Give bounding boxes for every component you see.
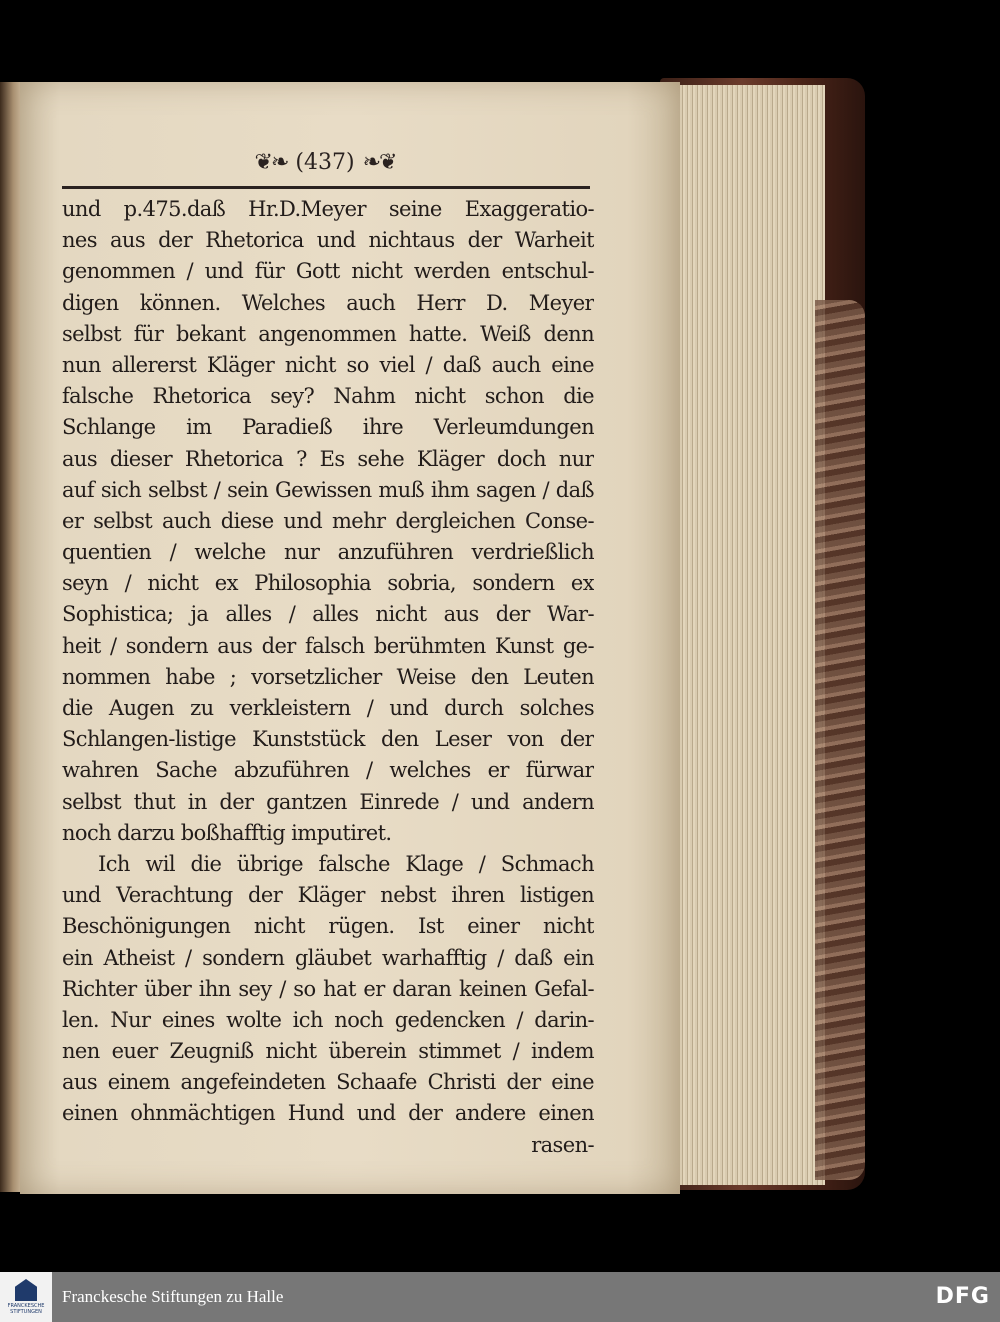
text-line: ein Atheist / sondern gläubet warhafftig / daß ein xyxy=(62,945,594,970)
logo-text: FRANCKESCHE STIFTUNGEN xyxy=(7,1303,45,1315)
ornament-left-icon: ❦❧ xyxy=(254,149,288,175)
text-line: nen euer Zeugniß nicht überein stimmet / indem xyxy=(62,1039,594,1064)
text-line: aus dieser Rhetorica ? Es sehe Kläger doch nur xyxy=(62,446,594,471)
catchword: rasen- xyxy=(531,1132,594,1157)
text-line: die Augen zu verkleistern / und durch solches xyxy=(62,696,594,720)
book-page xyxy=(20,82,680,1194)
text-line: nommen habe ; vorsetzlicher Weise den Leuten xyxy=(62,664,594,689)
text-line: Schlangen-listige Kunststück den Leser von der xyxy=(62,727,594,752)
body-text xyxy=(62,194,594,1161)
text-line: selbst thut in der gantzen Einrede / und andern xyxy=(62,789,594,814)
text-line: noch darzu boßhafftig imputiret. xyxy=(62,820,392,845)
text-line: Richter über ihn sey / so hat er daran keinen Gefal- xyxy=(62,976,594,1001)
facing-page-edge xyxy=(0,82,22,1192)
building-icon xyxy=(15,1279,37,1301)
text-line: er selbst auch diese und mehr dergleichen Conse- xyxy=(62,508,594,533)
paragraph-start-line: Ich wil die übrige falsche Klage / Schmach xyxy=(98,851,594,876)
page-number: (437) xyxy=(295,149,355,175)
text-line: und p.475.daß Hr.D.Meyer seine Exaggeratio- xyxy=(62,197,594,221)
dfg-logo[interactable]: DFG xyxy=(935,1284,990,1309)
text-line: nes aus der Rhetorica und nichtaus der Warheit xyxy=(62,228,594,253)
text-line: Beschönigungen nicht rügen. Ist einer nicht xyxy=(62,914,594,939)
text-line: Sophistica; ja alles / alles nicht aus der War- xyxy=(62,602,594,627)
page-header xyxy=(220,144,430,180)
text-line: falsche Rhetorica sey? Nahm nicht schon die xyxy=(62,384,594,409)
text-line: len. Nur eines wolte ich noch gedencken / darin- xyxy=(62,1007,594,1032)
institution-name[interactable]: Franckesche Stiftungen zu Halle xyxy=(62,1287,284,1306)
ornament-right-icon: ❧❦ xyxy=(362,149,396,175)
text-line: digen können. Welches auch Herr D. Meyer xyxy=(62,290,594,315)
text-line: aus einem angefeindeten Schaafe Christi der eine xyxy=(62,1070,594,1095)
header-rule xyxy=(62,186,590,189)
text-line: genommen / und für Gott nicht werden entschul- xyxy=(62,259,594,284)
text-line: seyn / nicht ex Philosophia sobria, sondern ex xyxy=(62,571,594,596)
text-line: wahren Sache abzuführen / welches er fürwar xyxy=(62,758,594,783)
institution-logo[interactable] xyxy=(0,1272,52,1322)
text-line: selbst für bekant angenommen hatte. Weiß denn xyxy=(62,321,594,346)
text-line: heit / sondern aus der falsch berühmten Kunst ge- xyxy=(62,633,594,658)
text-line: nun allererst Kläger nicht so viel / daß auch eine xyxy=(62,352,594,377)
text-line: quentien / welche nur anzuführen verdrießlich xyxy=(62,540,594,565)
viewer-footer xyxy=(0,1272,1000,1322)
text-line: auf sich selbst / sein Gewissen muß ihm sagen / daß xyxy=(62,477,594,502)
cover-marbling xyxy=(815,300,865,1180)
text-line: Schlange im Paradieß ihre Verleumdungen xyxy=(62,415,594,440)
text-line: einen ohnmächtigen Hund und der andere einen xyxy=(62,1101,594,1126)
text-line: und Verachtung der Kläger nebst ihren listigen xyxy=(62,883,594,908)
page-edges xyxy=(675,85,825,1185)
